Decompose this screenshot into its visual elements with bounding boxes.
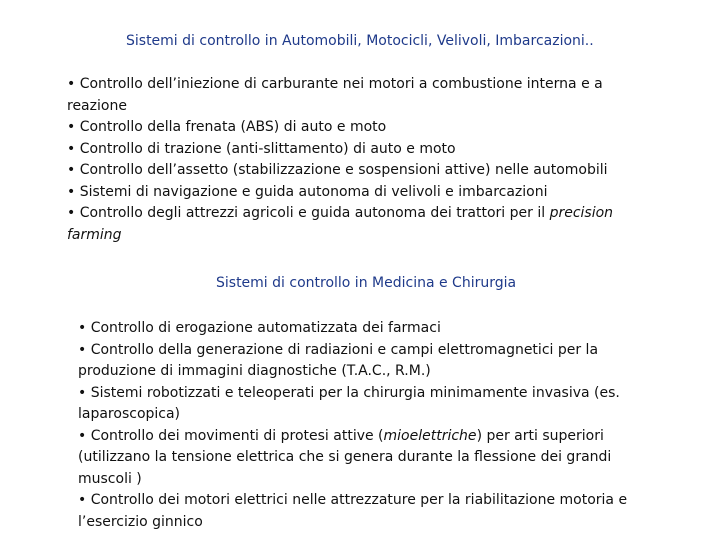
bullet-glyph: • bbox=[78, 492, 87, 508]
automotive-bullet-list bbox=[67, 74, 667, 246]
list-item bbox=[67, 160, 667, 182]
list-item-italic-text: mioelettriche bbox=[383, 427, 477, 444]
list-item-text: Controllo dei motori elettrici nelle attrezzature per la riabilitazione motoria e l’esercizio ginnico bbox=[78, 492, 628, 530]
list-item bbox=[67, 203, 667, 246]
list-item bbox=[67, 74, 667, 117]
list-item bbox=[67, 139, 667, 161]
list-item bbox=[78, 318, 668, 340]
medicine-bullet-list bbox=[78, 318, 668, 533]
bullet-glyph: • bbox=[78, 384, 87, 401]
bullet-glyph: • bbox=[78, 427, 87, 444]
list-item-text-after: ) per arti superiori (utilizzano la tensione elettrica che si genera durante la flessione dei grandi muscoli ) bbox=[78, 427, 612, 487]
list-item-text: Controllo della generazione di radiazioni e campi elettromagnetici per la produzione di immagini diagnostiche (T.A.C., R.M.) bbox=[78, 341, 599, 379]
list-item bbox=[67, 117, 667, 139]
bullet-glyph: • bbox=[67, 183, 76, 200]
bullet-glyph: • bbox=[78, 320, 87, 336]
section-heading-medicine: Sistemi di controllo in Medicina e Chirurgia bbox=[216, 275, 517, 291]
bullet-glyph: • bbox=[67, 162, 76, 178]
list-item-text: Sistemi robotizzati e teleoperati per la chirurgia minimamente invasiva (es. laparoscopica) bbox=[78, 384, 620, 422]
list-item-text: Controllo di erogazione automatizzata dei farmaci bbox=[90, 320, 441, 336]
list-item bbox=[78, 426, 668, 491]
list-item bbox=[78, 490, 668, 533]
bullet-glyph: • bbox=[67, 140, 76, 157]
list-item-text: Controllo della frenata (ABS) di auto e moto bbox=[79, 119, 387, 135]
list-item-text: Controllo di trazione (anti-slittamento) di auto e moto bbox=[79, 140, 456, 157]
list-item-text: Controllo dei movimenti di protesi attive ( bbox=[90, 427, 384, 444]
list-item bbox=[67, 182, 667, 204]
section-heading-automotive: Sistemi di controllo in Automobili, Motocicli, Velivoli, Imbarcazioni.. bbox=[126, 33, 594, 49]
list-item bbox=[78, 383, 668, 426]
bullet-glyph: • bbox=[67, 119, 76, 135]
list-item bbox=[78, 340, 668, 383]
list-item-text: Controllo dell’iniezione di carburante nei motori a combustione interna e a reazione bbox=[67, 76, 603, 114]
bullet-glyph: • bbox=[67, 76, 76, 92]
bullet-glyph: • bbox=[78, 341, 87, 358]
list-item-italic-text: precision farming bbox=[67, 205, 614, 243]
bullet-glyph: • bbox=[67, 205, 76, 221]
list-item-text: Controllo dell’assetto (stabilizzazione e sospensioni attive) nelle automobili bbox=[79, 162, 608, 178]
list-item-text: Sistemi di navigazione e guida autonoma di velivoli e imbarcazioni bbox=[79, 183, 548, 200]
list-item-text: Controllo degli attrezzi agricoli e guida autonoma dei trattori per il bbox=[79, 205, 550, 221]
